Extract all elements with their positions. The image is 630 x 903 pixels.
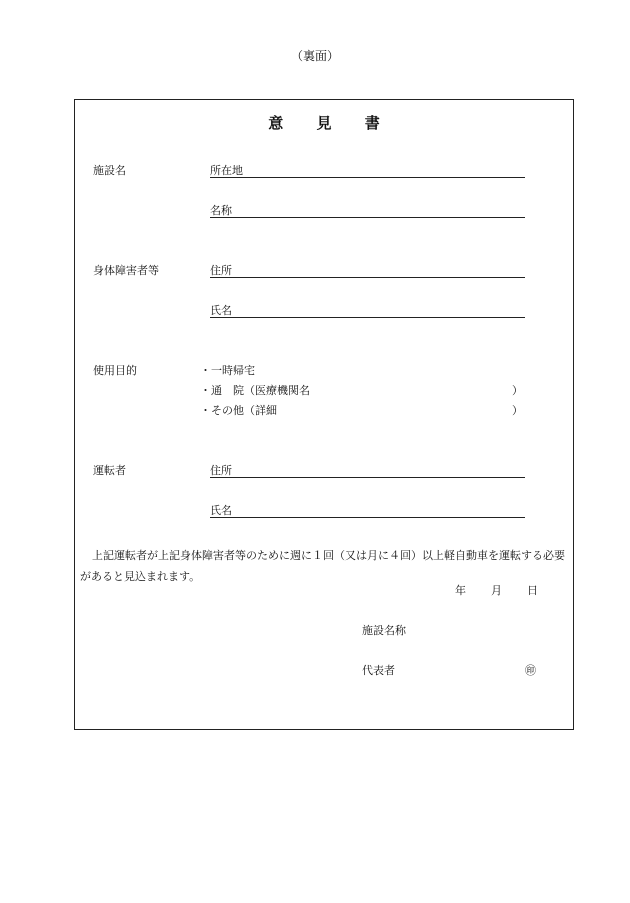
date-year-label: 年 bbox=[455, 584, 466, 597]
facility-location-line bbox=[210, 177, 525, 178]
facility-name-signature-label: 施設名称 bbox=[362, 624, 406, 637]
driver-name-line bbox=[210, 517, 525, 518]
facility-location-label: 所在地 bbox=[210, 164, 243, 177]
seal-mark-icon: ㊞ bbox=[525, 664, 536, 677]
purpose-option-hospital: ・通 院（医療機関名 bbox=[200, 384, 310, 397]
purpose-heading: 使用目的 bbox=[93, 364, 137, 377]
purpose-option-home-visit: ・一時帰宅 bbox=[200, 364, 255, 377]
disabled-person-address-label: 住所 bbox=[210, 264, 232, 277]
declaration-text: 上記運転者が上記身体障害者等のために週に１回（又は月に４回）以上軽自動車を運転する必要があると見込まれます。 bbox=[80, 549, 565, 583]
opinion-form-frame bbox=[74, 99, 574, 730]
representative-label: 代表者 bbox=[362, 664, 395, 677]
date-day-label: 日 bbox=[527, 584, 538, 597]
disabled-person-address-line bbox=[210, 277, 525, 278]
date-month-label: 月 bbox=[491, 584, 502, 597]
disabled-person-name-line bbox=[210, 317, 525, 318]
driver-address-label: 住所 bbox=[210, 464, 232, 477]
disabled-person-heading: 身体障害者等 bbox=[93, 264, 159, 277]
facility-heading: 施設名 bbox=[93, 164, 126, 177]
facility-name-label: 名称 bbox=[210, 204, 232, 217]
disabled-person-name-label: 氏名 bbox=[210, 304, 232, 317]
purpose-option-hospital-close: ） bbox=[512, 384, 523, 397]
driver-name-label: 氏名 bbox=[210, 504, 232, 517]
driver-heading: 運転者 bbox=[93, 464, 126, 477]
purpose-option-other-close: ） bbox=[512, 404, 523, 417]
form-title: 意 見 書 bbox=[268, 114, 394, 132]
page-side-label: （裏面） bbox=[290, 49, 339, 63]
facility-name-line bbox=[210, 217, 525, 218]
purpose-option-other: ・その他（詳細 bbox=[200, 404, 277, 417]
driver-address-line bbox=[210, 477, 525, 478]
